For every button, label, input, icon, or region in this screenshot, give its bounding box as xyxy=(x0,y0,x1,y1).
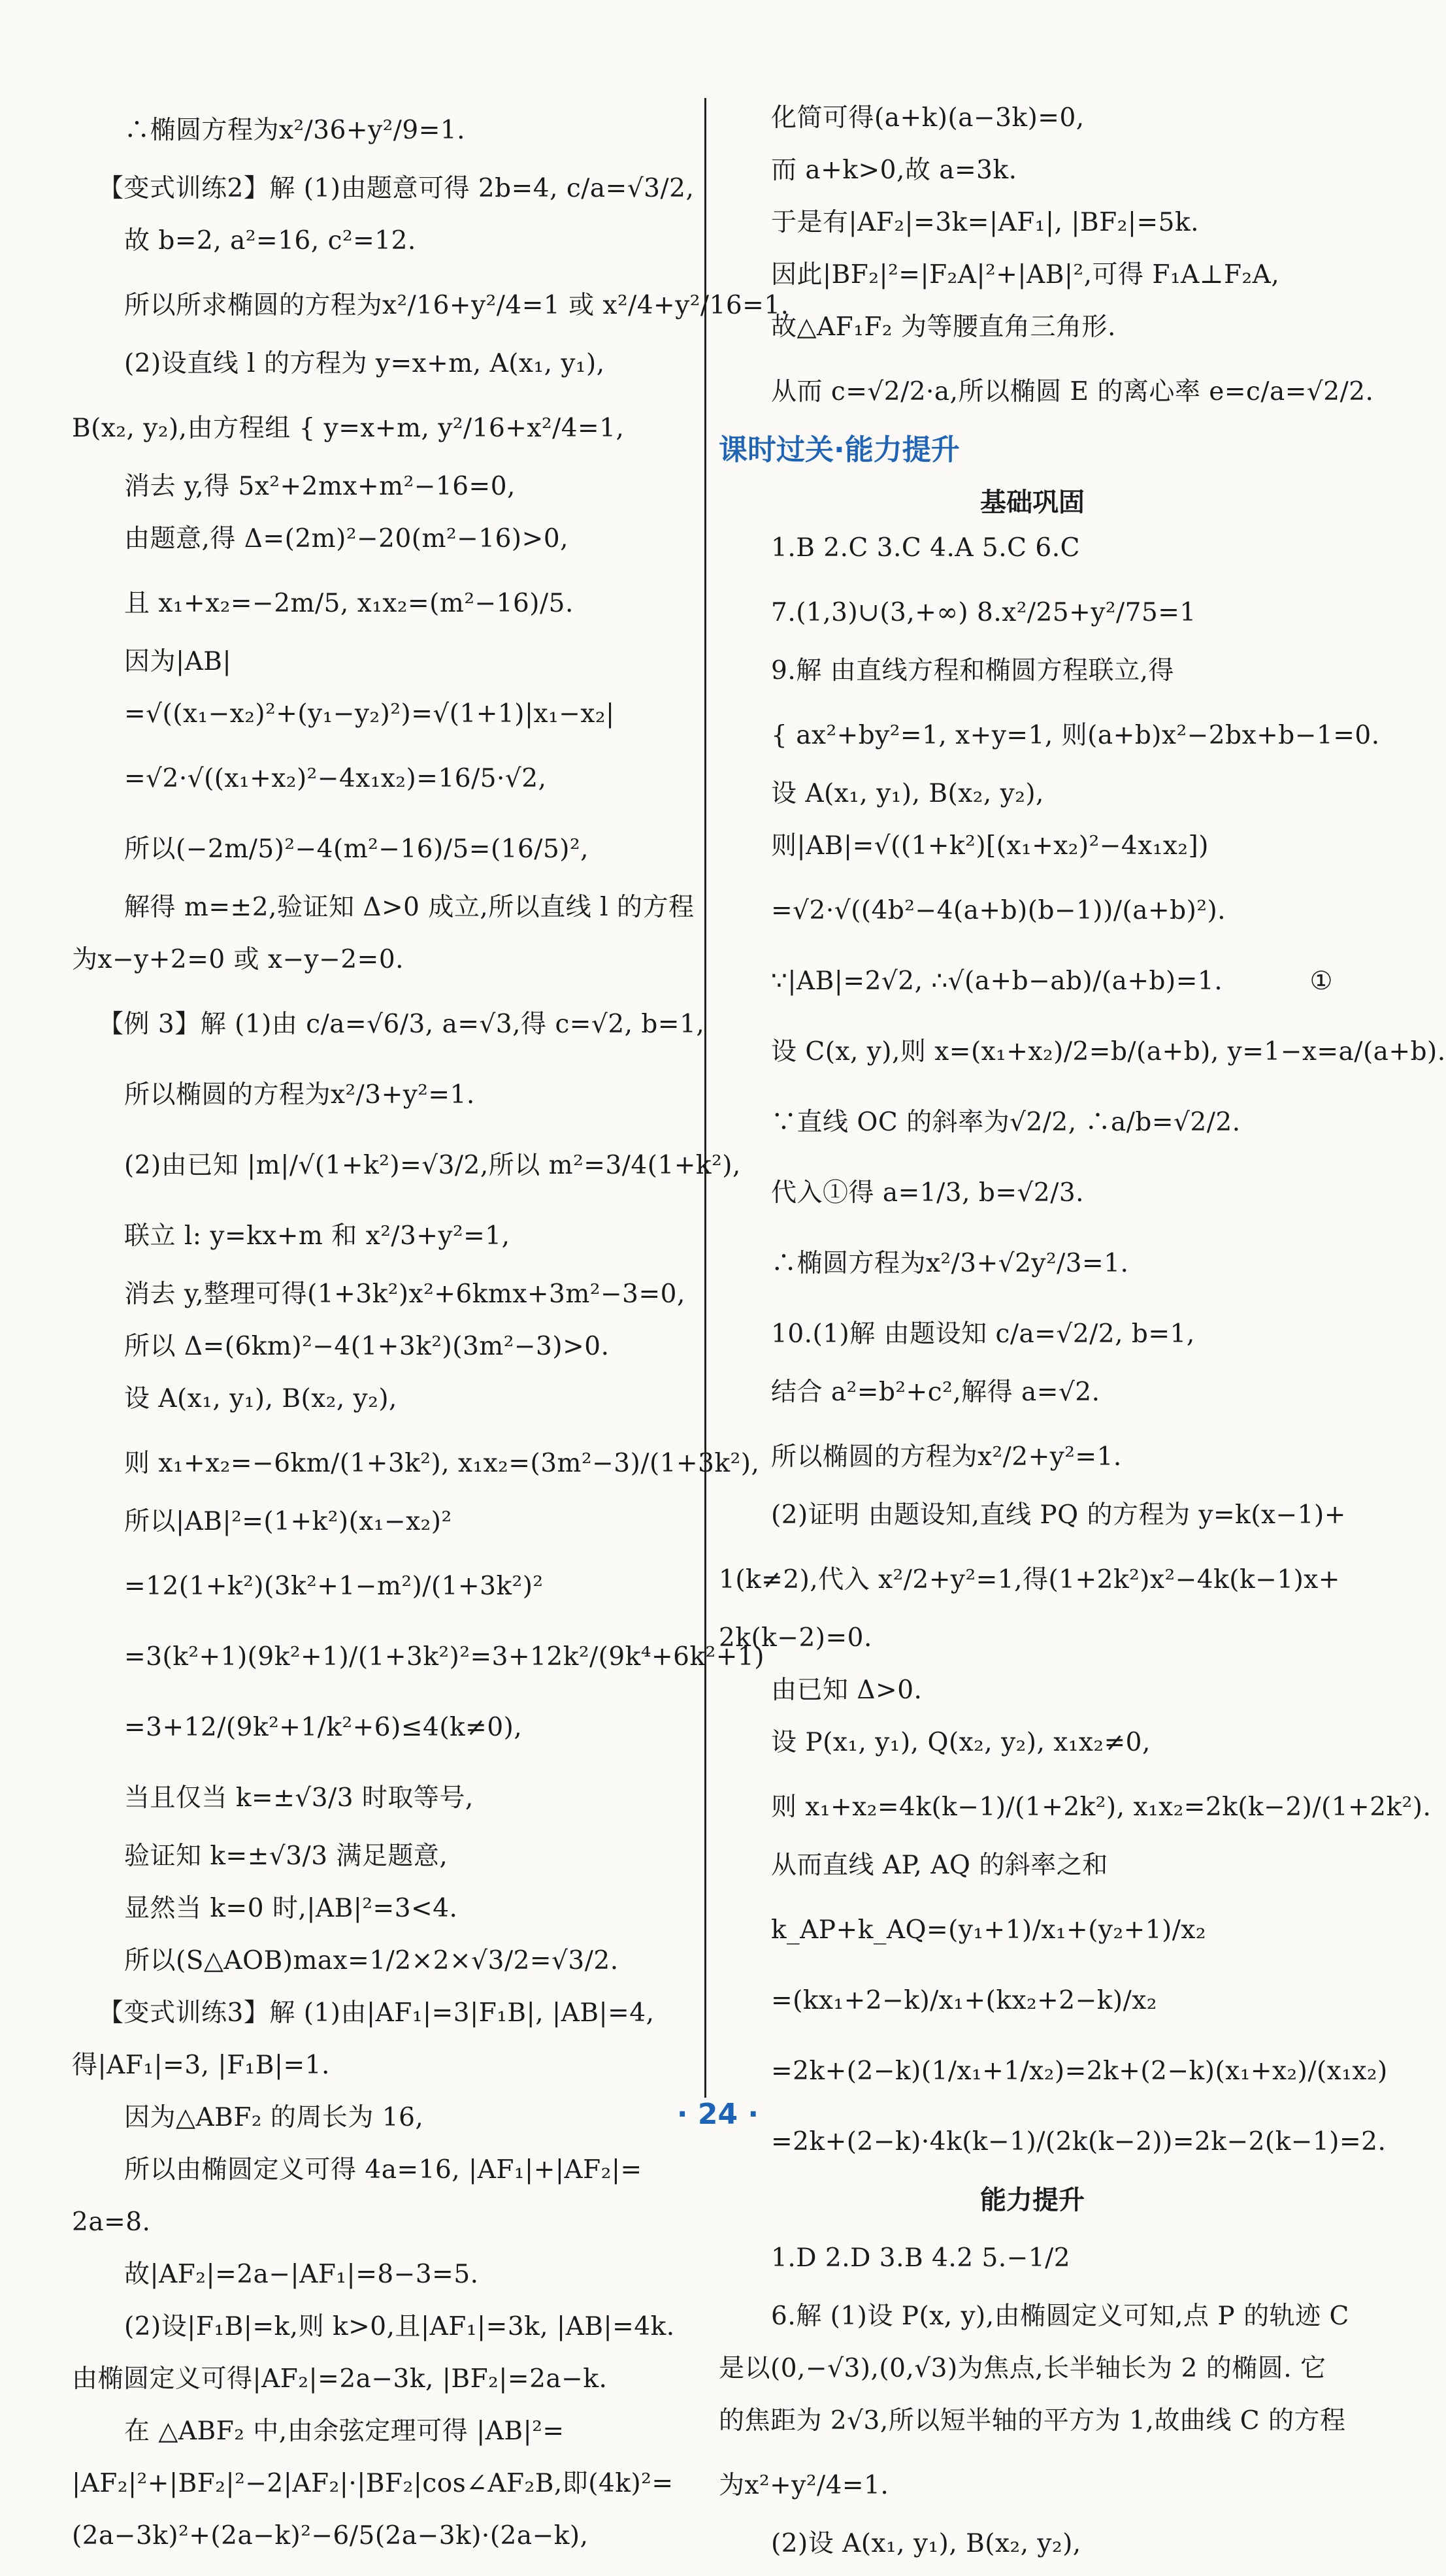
text-line: =2k+(2−k)·4k(k−1)/(2k(k−2))=2k−2(k−1)=2. xyxy=(771,2127,1387,2156)
text-line: ∴椭圆方程为x²/36+y²/9=1. xyxy=(124,116,466,145)
text-line: =3(k²+1)(9k²+1)/(1+3k²)²=3+12k²/(9k⁴+6k²+1) xyxy=(124,1642,764,1672)
text-line: |AF₂|²+|BF₂|²−2|AF₂|·|BF₂|cos∠AF₂B,即(4k)²= xyxy=(72,2469,674,2498)
text-line: (2)设 A(x₁, y₁), B(x₂, y₂), xyxy=(771,2529,1081,2558)
text-line: =3+12/(9k²+1/k²+6)≤4(k≠0), xyxy=(124,1713,523,1742)
text-line: 显然当 k=0 时,|AB|²=3<4. xyxy=(124,1894,458,1923)
text-line: (2)设|F₁B|=k,则 k>0,且|AF₁|=3k, |AB|=4k. xyxy=(124,2312,675,2341)
text-line: 从而直线 AP, AQ 的斜率之和 xyxy=(771,1851,1108,1880)
section-title: 课时过关·能力提升 xyxy=(719,433,960,467)
text-line: 故|AF₂|=2a−|AF₁|=8−3=5. xyxy=(124,2260,479,2289)
text-line: 设 P(x₁, y₁), Q(x₂, y₂), x₁x₂≠0, xyxy=(771,1728,1151,1757)
answer-line: 7.(1,3)∪(3,+∞) 8.x²/25+y²/75=1 xyxy=(771,598,1196,627)
text-line: 所以|AB|²=(1+k²)(x₁−x₂)² xyxy=(124,1507,452,1536)
text-line: 而 a+k>0,故 a=3k. xyxy=(771,156,1017,185)
text-line: 从而 c=√2/2·a,所以椭圆 E 的离心率 e=c/a=√2/2. xyxy=(771,377,1374,406)
subsection-title-basic: 基础巩固 xyxy=(980,487,1085,518)
text-line: 所以椭圆的方程为x²/3+y²=1. xyxy=(124,1080,475,1110)
text-line: 10.(1)解 由题设知 c/a=√2/2, b=1, xyxy=(771,1319,1195,1349)
right-column xyxy=(719,98,1446,2576)
text-line: =√2·√((4b²−4(a+b)(b−1))/(a+b)²). xyxy=(771,896,1226,925)
text-line: 故 b=2, a²=16, c²=12. xyxy=(124,226,416,256)
text-line: =12(1+k²)(3k²+1−m²)/(1+3k²)² xyxy=(124,1572,544,1601)
text-line: 由已知 Δ>0. xyxy=(771,1676,923,1705)
text-line: ∵直线 OC 的斜率为√2/2, ∴a/b=√2/2. xyxy=(771,1108,1241,1137)
text-line: 化简可得(a+k)(a−3k)=0, xyxy=(771,103,1085,133)
text-line: (2a−3k)²+(2a−k)²−6/5(2a−3k)·(2a−k), xyxy=(72,2521,589,2551)
text-line: 在 △ABF₂ 中,由余弦定理可得 |AB|²= xyxy=(124,2417,565,2446)
text-line: =√2·√((x₁+x₂)²−4x₁x₂)=16/5·√2, xyxy=(124,764,547,793)
circle-marker: ① xyxy=(1309,966,1333,996)
page-number: · 24 · xyxy=(676,2098,759,2131)
column-divider xyxy=(704,98,706,2098)
text-line: B(x₂, y₂),由方程组 { y=x+m, y²/16+x²/4=1, xyxy=(72,414,625,443)
text-line: =2k+(2−k)(1/x₁+1/x₂)=2k+(2−k)(x₁+x₂)/(x₁x₂) xyxy=(771,2056,1388,2086)
text-line: =√((x₁−x₂)²+(y₁−y₂)²)=√(1+1)|x₁−x₂| xyxy=(124,699,615,729)
text-line: 由椭圆定义可得|AF₂|=2a−3k, |BF₂|=2a−k. xyxy=(72,2364,608,2394)
text-line: 【变式训练2】解 (1)由题意可得 2b=4, c/a=√3/2, xyxy=(98,174,695,203)
text-line: 消去 y,整理可得(1+3k²)x²+6kmx+3m²−3=0, xyxy=(124,1280,685,1309)
text-line: 【变式训练3】解 (1)由|AF₁|=3|F₁B|, |AB|=4, xyxy=(98,1998,655,2028)
text-line: 的焦距为 2√3,所以短半轴的平方为 1,故曲线 C 的方程 xyxy=(719,2406,1346,2436)
left-column xyxy=(72,98,789,2568)
answer-line: 1.D 2.D 3.B 4.2 5.−1/2 xyxy=(771,2243,1071,2273)
text-line: 所以所求椭圆的方程为x²/16+y²/4=1 或 x²/4+y²/16=1. xyxy=(124,291,789,320)
text-line: 是以(0,−√3),(0,√3)为焦点,长半轴长为 2 的椭圆. 它 xyxy=(719,2354,1326,2383)
text-line: 所以由椭圆定义可得 4a=16, |AF₁|+|AF₂|= xyxy=(124,2155,642,2185)
text-line: 6.解 (1)设 P(x, y),由椭圆定义可知,点 P 的轨迹 C xyxy=(771,2302,1349,2331)
text-line: (2)由已知 |m|/√(1+k²)=√3/2,所以 m²=3/4(1+k²), xyxy=(124,1151,741,1180)
text-line: 2a=8. xyxy=(72,2207,151,2237)
text-line: 为x²+y²/4=1. xyxy=(719,2471,889,2500)
text-line: 9.解 由直线方程和椭圆方程联立,得 xyxy=(771,656,1175,685)
text-line: 为x−y+2=0 或 x−y−2=0. xyxy=(72,945,404,974)
text-line-with-mark xyxy=(719,949,1346,1019)
text-line: 设 A(x₁, y₁), B(x₂, y₂), xyxy=(771,779,1044,808)
subsection-title-advanced: 能力提升 xyxy=(980,2185,1085,2215)
text-line: 得|AF₁|=3, |F₁B|=1. xyxy=(72,2051,330,2080)
text-line: 所以(S△AOB)max=1/2×2×√3/2=√3/2. xyxy=(124,1946,619,1975)
text-line: (2)设直线 l 的方程为 y=x+m, A(x₁, y₁), xyxy=(124,349,605,378)
text-line: 因为|AB| xyxy=(124,647,232,676)
text-line: 则 x₁+x₂=4k(k−1)/(1+2k²), x₁x₂=2k(k−2)/(1+2k²). xyxy=(771,1792,1432,1822)
text-line: 结合 a²=b²+c²,解得 a=√2. xyxy=(771,1378,1100,1407)
text-line: 设 A(x₁, y₁), B(x₂, y₂), xyxy=(124,1384,397,1413)
text-line: 联立 l: y=kx+m 和 x²/3+y²=1, xyxy=(124,1221,510,1251)
text-line: =(kx₁+2−k)/x₁+(kx₂+2−k)/x₂ xyxy=(771,1986,1157,2015)
text-line: ∴椭圆方程为x²/3+√2y²/3=1. xyxy=(771,1249,1129,1278)
text-line: 消去 y,得 5x²+2mx+m²−16=0, xyxy=(124,472,516,501)
text-line: 所以 Δ=(6km)²−4(1+3k²)(3m²−3)>0. xyxy=(124,1332,610,1361)
text-line: 解得 m=±2,验证知 Δ>0 成立,所以直线 l 的方程 xyxy=(124,893,695,922)
text-line: 2k(k−2)=0. xyxy=(719,1623,872,1653)
text-line: 则 x₁+x₂=−6km/(1+3k²), x₁x₂=(3m²−3)/(1+3k²), xyxy=(124,1449,760,1478)
text-line: 于是有|AF₂|=3k=|AF₁|, |BF₂|=5k. xyxy=(771,208,1200,237)
text-line: 设 C(x, y),则 x=(x₁+x₂)/2=b/(a+b), y=1−x=a/(a+b). xyxy=(771,1037,1446,1066)
text-line: 所以椭圆的方程为x²/2+y²=1. xyxy=(771,1442,1122,1472)
text-line: (2)证明 由题设知,直线 PQ 的方程为 y=k(x−1)+ xyxy=(771,1500,1346,1530)
text-line: 所以(−2m/5)²−4(m²−16)/5=(16/5)², xyxy=(124,834,589,864)
text-line: 则|AB|=√((1+k²)[(x₁+x₂)²−4x₁x₂]) xyxy=(771,831,1209,861)
text-line: 验证知 k=±√3/3 满足题意, xyxy=(124,1841,448,1871)
text-line: 由题意,得 Δ=(2m)²−20(m²−16)>0, xyxy=(124,524,569,553)
text-line: 且 x₁+x₂=−2m/5, x₁x₂=(m²−16)/5. xyxy=(124,589,574,618)
text-line: 故△AF₁F₂ 为等腰直角三角形. xyxy=(771,312,1116,342)
text-line: ∵|AB|=2√2, ∴√(a+b−ab)/(a+b)=1. xyxy=(771,966,1223,996)
text-line: k_AP+k_AQ=(y₁+1)/x₁+(y₂+1)/x₂ xyxy=(771,1915,1207,1945)
text-line: 因为△ABF₂ 的周长为 16, xyxy=(124,2103,424,2132)
answer-line: 1.B 2.C 3.C 4.A 5.C 6.C xyxy=(771,533,1080,563)
text-line: { ax²+by²=1, x+y=1, 则(a+b)x²−2bx+b−1=0. xyxy=(771,721,1380,750)
text-line: 【例 3】解 (1)由 c/a=√6/3, a=√3,得 c=√2, b=1, xyxy=(98,1010,705,1039)
text-line: 代入①得 a=1/3, b=√2/3. xyxy=(771,1178,1085,1208)
text-line: 1(k≠2),代入 x²/2+y²=1,得(1+2k²)x²−4k(k−1)x+ xyxy=(719,1565,1340,1594)
text-line: 当且仅当 k=±√3/3 时取等号, xyxy=(124,1783,474,1813)
text-line: 因此|BF₂|²=|F₂A|²+|AB|²,可得 F₁A⊥F₂A, xyxy=(771,260,1280,289)
